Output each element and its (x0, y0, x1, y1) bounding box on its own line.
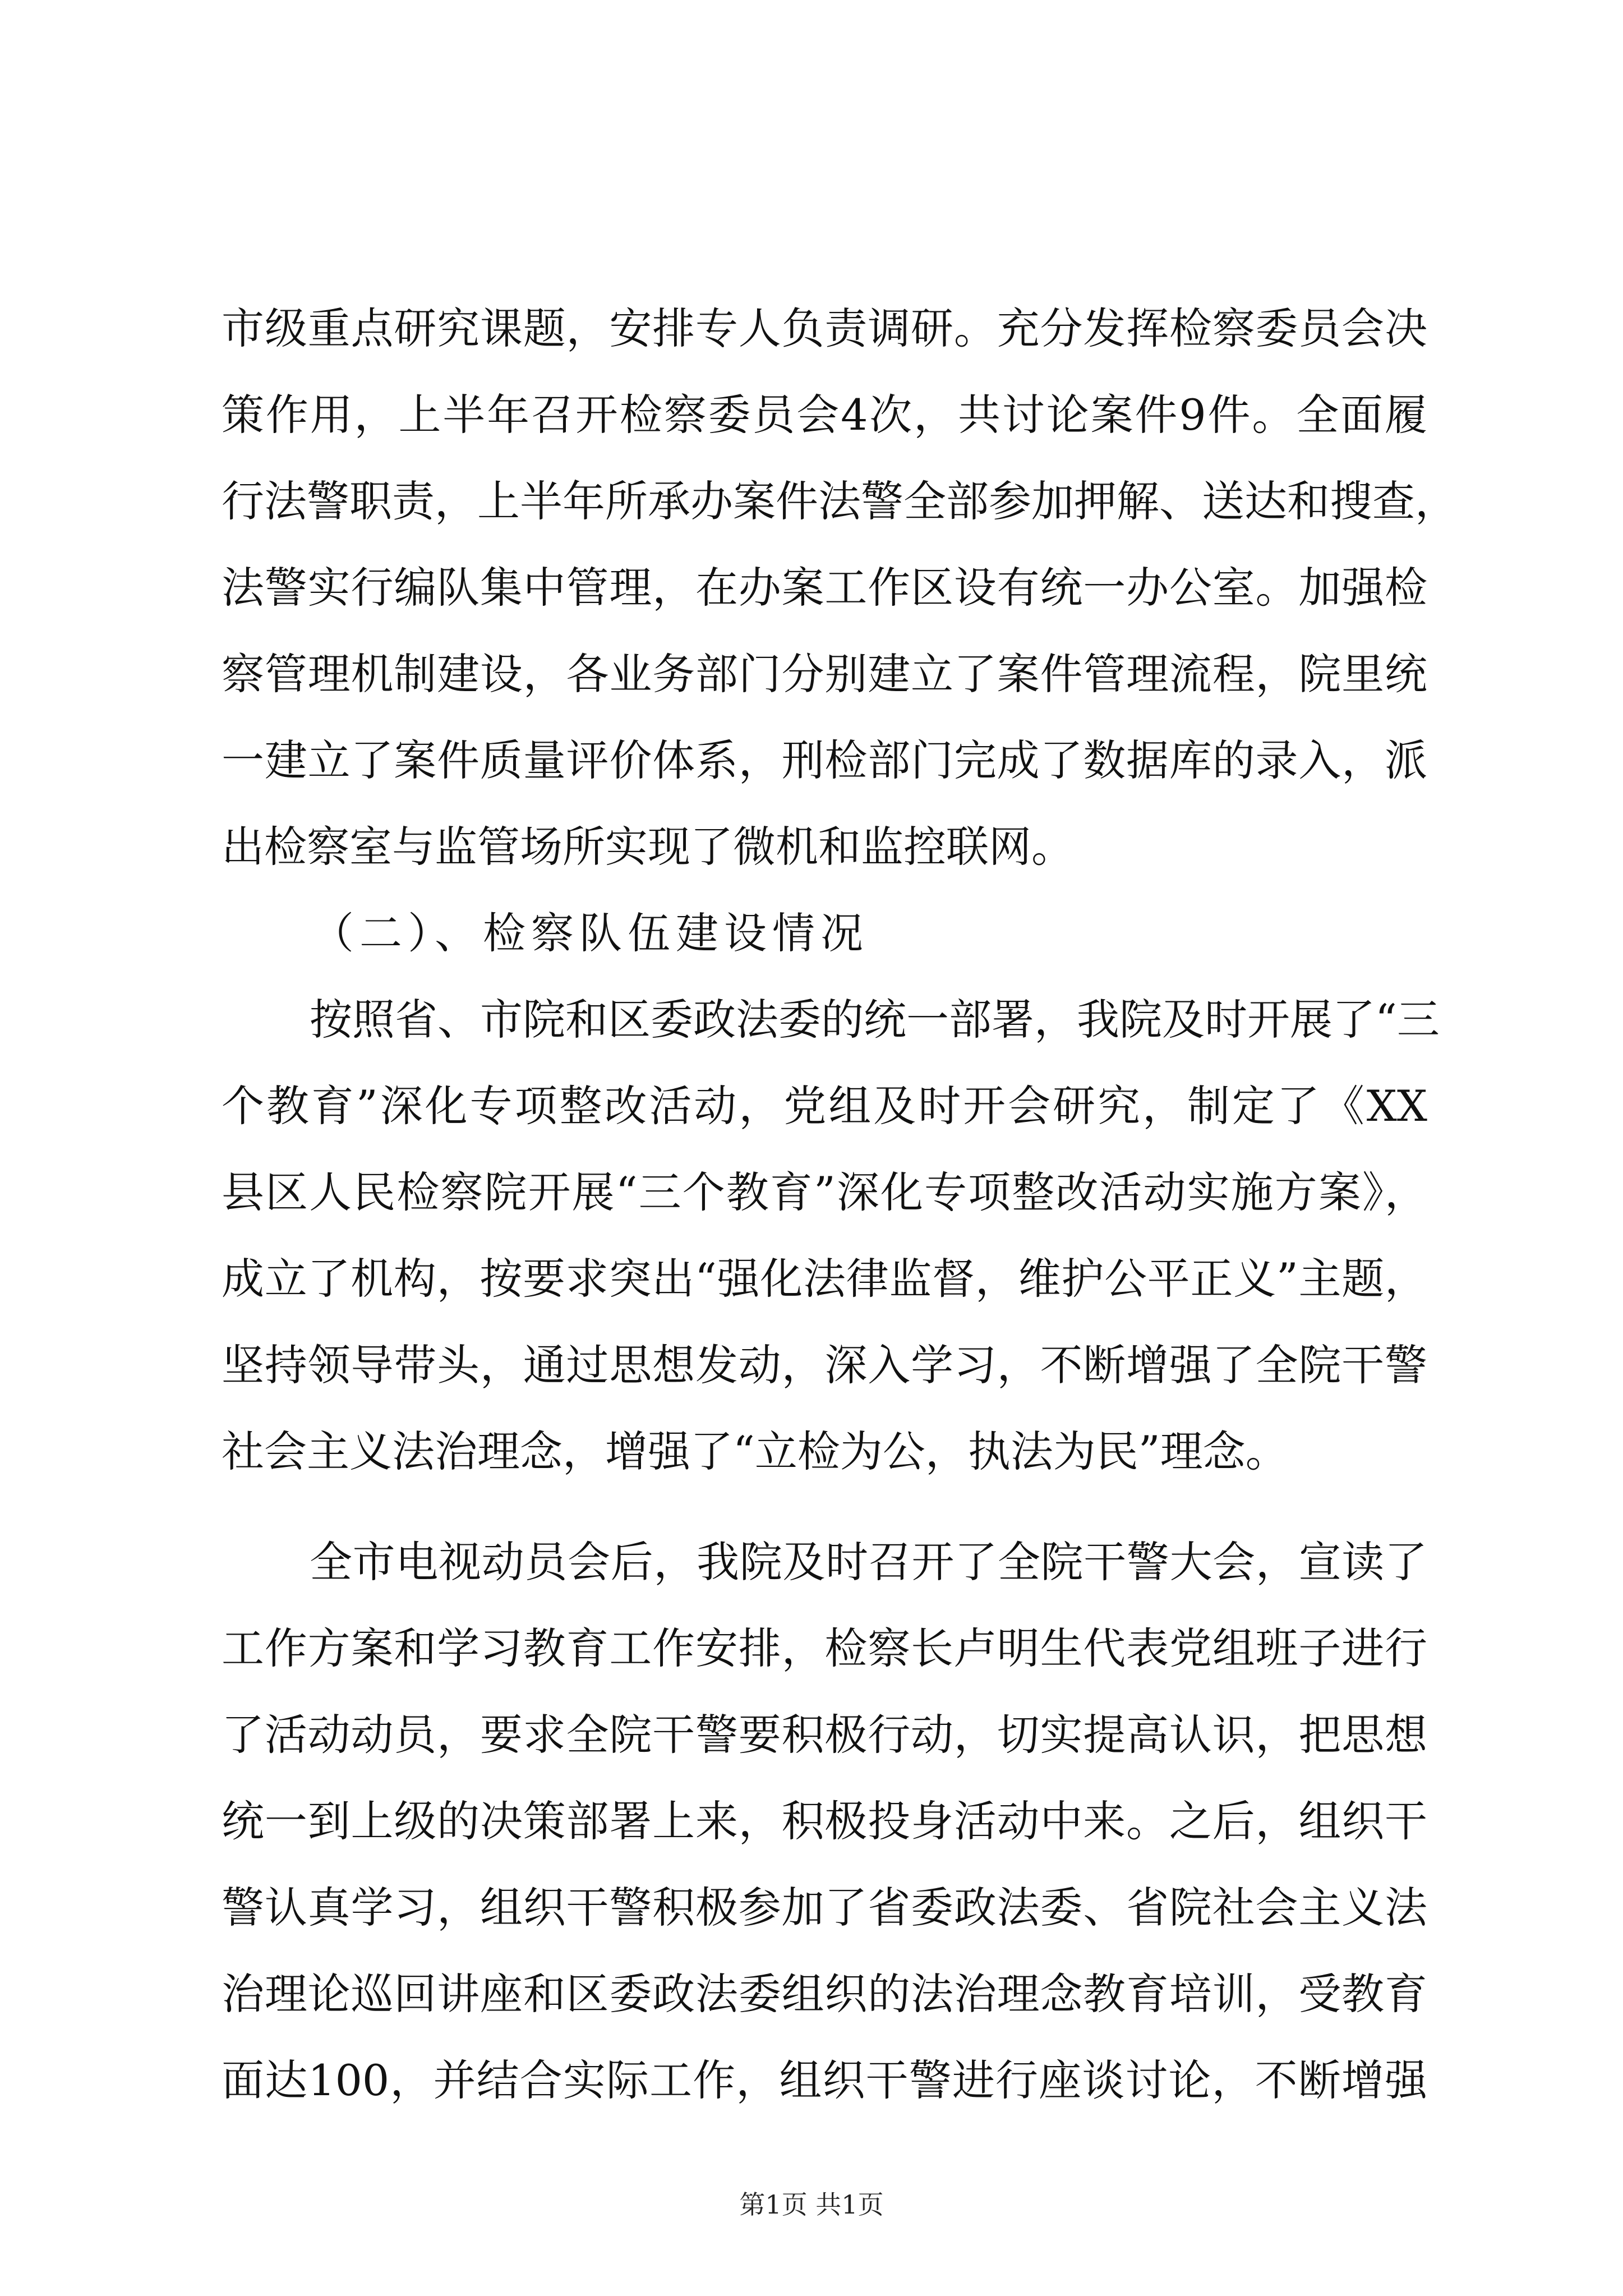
paragraph-line: 坚持领导带头，通过思想发动，深入学习，不断增强了全院干警 (222, 1340, 1427, 1390)
paragraph-line: 策作用，上半年召开检察委员会4次，共讨论案件9件。全面履 (222, 390, 1427, 440)
paragraph-line: 警认真学习，组织干警积极参加了省委政法委、省院社会主义法 (222, 1883, 1427, 1932)
paragraph-line: 面达100，并结合实际工作，组织干警进行座谈讨论，不断增强 (222, 2055, 1427, 2105)
paragraph-line: 了活动动员，要求全院干警要积极行动，切实提高认识，把思想 (222, 1710, 1427, 1760)
paragraph-line: 成立了机构，按要求突出“强化法律监督，维护公平正义”主题， (222, 1254, 1427, 1304)
paragraph-line: 出检察室与监管场所实现了微机和监控联网。 (222, 822, 1074, 872)
paragraph-line: 市级重点研究课题，安排专人负责调研。充分发挥检察委员会决 (222, 303, 1427, 353)
paragraph-line: 行法警职责，上半年所承办案件法警全部参加押解、送达和搜查， (222, 476, 1458, 526)
paragraph-line: 一建立了案件质量评价体系，刑检部门完成了数据库的录入，派 (222, 735, 1427, 785)
paragraph-line: 个教育”深化专项整改活动，党组及时开会研究，制定了《XX (222, 1081, 1427, 1131)
page-footer: 第1页 共1页 (739, 2189, 884, 2220)
paragraph-line: 按照省、市院和区委政法委的统一部署，我院及时开展了“三 (310, 995, 1440, 1045)
paragraph-line: 工作方案和学习教育工作安排，检察长卢明生代表党组班子进行 (222, 1623, 1427, 1673)
paragraph-line: 社会主义法治理念，增强了“立检为公，执法为民”理念。 (222, 1427, 1288, 1476)
paragraph-line: 法警实行编队集中管理，在办案工作区设有统一办公室。加强检 (222, 563, 1427, 613)
paragraph-line: 察管理机制建设，各业务部门分别建立了案件管理流程，院里统 (222, 649, 1427, 699)
paragraph-line: 统一到上级的决策部署上来，积极投身活动中来。之后，组织干 (222, 1796, 1427, 1846)
paragraph-line: 县区人民检察院开展“三个教育”深化专项整改活动实施方案》， (222, 1167, 1427, 1217)
section-heading: （二）、检察队伍建设情况 (311, 908, 869, 958)
paragraph-line: 治理论巡回讲座和区委政法委组织的法治理念教育培训，受教育 (222, 1969, 1427, 2019)
paragraph-line: 全市电视动员会后，我院及时召开了全院干警大会，宣读了 (310, 1537, 1427, 1587)
